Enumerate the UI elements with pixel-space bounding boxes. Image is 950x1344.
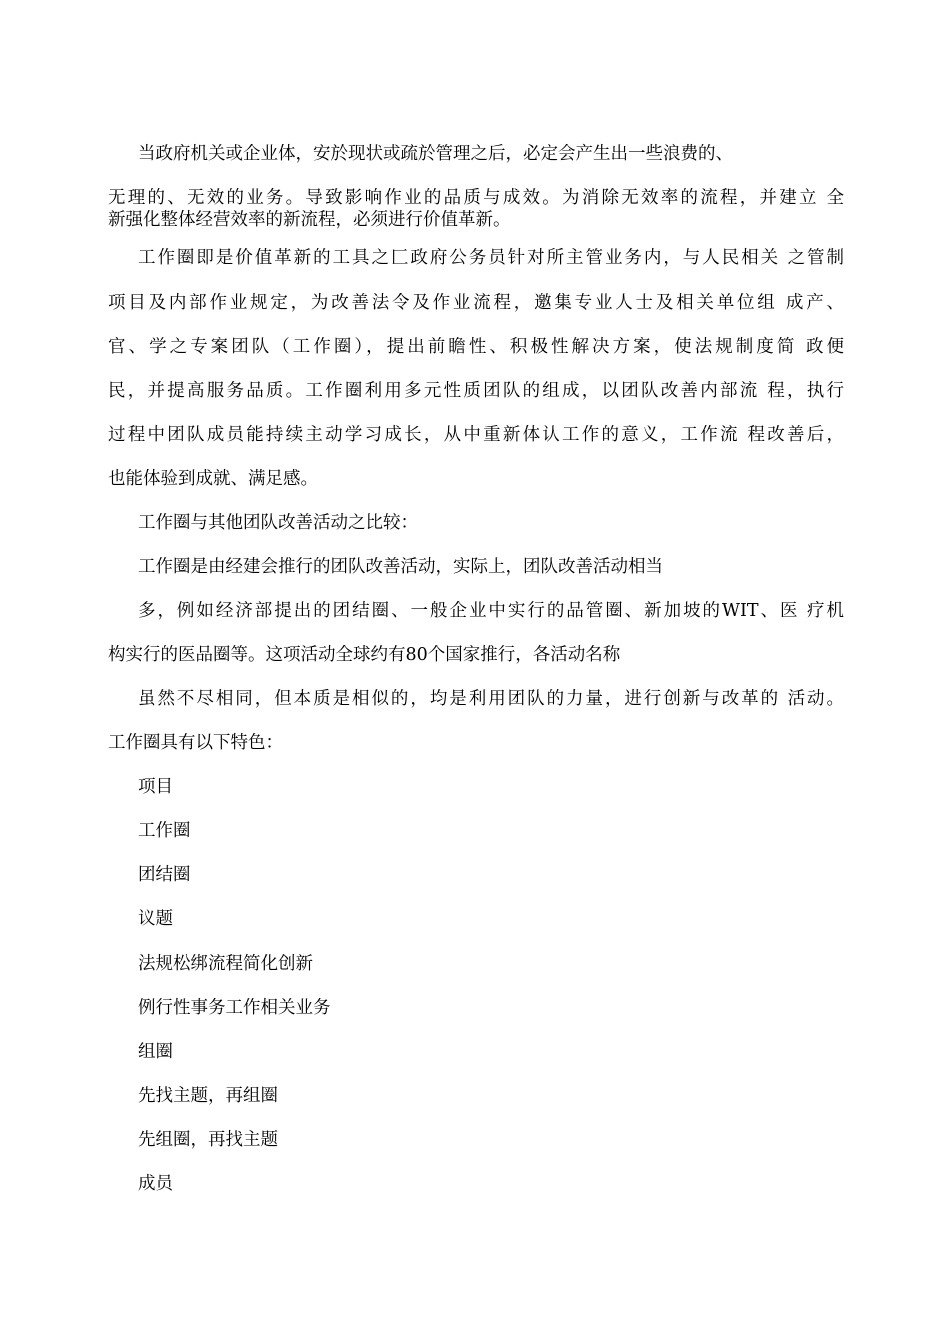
paragraph-3-line-1: 工作圈是由经建会推行的团队改善活动，实际上，团队改善活动相当: [138, 557, 663, 577]
paragraph-4-line-2: 构实行的医品圈等。这项活动全球约有80个国家推行，各活动名称: [108, 645, 621, 665]
list-item: 团结圈: [138, 865, 191, 885]
list-item: 组圈: [138, 1042, 173, 1062]
paragraph-2-line-2: 项目及内部作业规定，为改善法令及作业流程，邀集专业人士及相关单位组 成产、: [108, 293, 844, 313]
paragraph-1-line-3: 新强化整体经营效率的新流程，必须进行价值革新。: [108, 210, 511, 230]
paragraph-5-line-2: 工作圈具有以下特色：: [108, 733, 283, 753]
paragraph-2-line-5: 过程中团队成员能持续主动学习成长，从中重新体认工作的意义，工作流 程改善后，: [108, 425, 844, 445]
list-item: 项目: [138, 777, 173, 797]
paragraph-4-line-1: 多，例如经济部提出的团结圈、一般企业中实行的品管圈、新加坡的WIT、医 疗机: [138, 601, 844, 621]
list-item: 先组圈，再找主题: [138, 1130, 278, 1150]
list-item: 成员: [138, 1174, 173, 1194]
list-item: 议题: [138, 909, 173, 929]
paragraph-5-line-1: 虽然不尽相同，但本质是相似的，均是利用团队的力量，进行创新与改革的 活动。: [138, 689, 844, 709]
paragraph-2-line-1: 工作圈即是价值革新的工具之匚政府公务员针对所主管业务内，与人民相关 之管制: [138, 248, 844, 268]
section-heading: 工作圈与其他团队改善活动之比较：: [138, 513, 418, 533]
paragraph-1-line-2: 无理的、无效的业务。导致影响作业的品质与成效。为消除无效率的流程，并建立 全: [108, 188, 844, 208]
paragraph-2-line-3: 官、学之专案团队（工作圈），提出前瞻性、积极性解决方案，使法规制度简 政便: [108, 337, 844, 357]
list-item: 工作圈: [138, 821, 191, 841]
paragraph-2-line-6: 也能体验到成就、满足感。: [108, 469, 318, 489]
list-item: 先找主题，再组圈: [138, 1086, 278, 1106]
paragraph-1-line-1: 当政府机关或企业体，安於现状或疏於管理之后，必定会产生出一些浪费的、: [138, 144, 733, 164]
paragraph-2-line-4: 民，并提高服务品质。工作圈利用多元性质团队的组成，以团队改善内部流 程，执行: [108, 381, 844, 401]
list-item: 例行性事务工作相关业务: [138, 998, 331, 1018]
list-item: 法规松绑流程简化创新: [138, 954, 313, 974]
